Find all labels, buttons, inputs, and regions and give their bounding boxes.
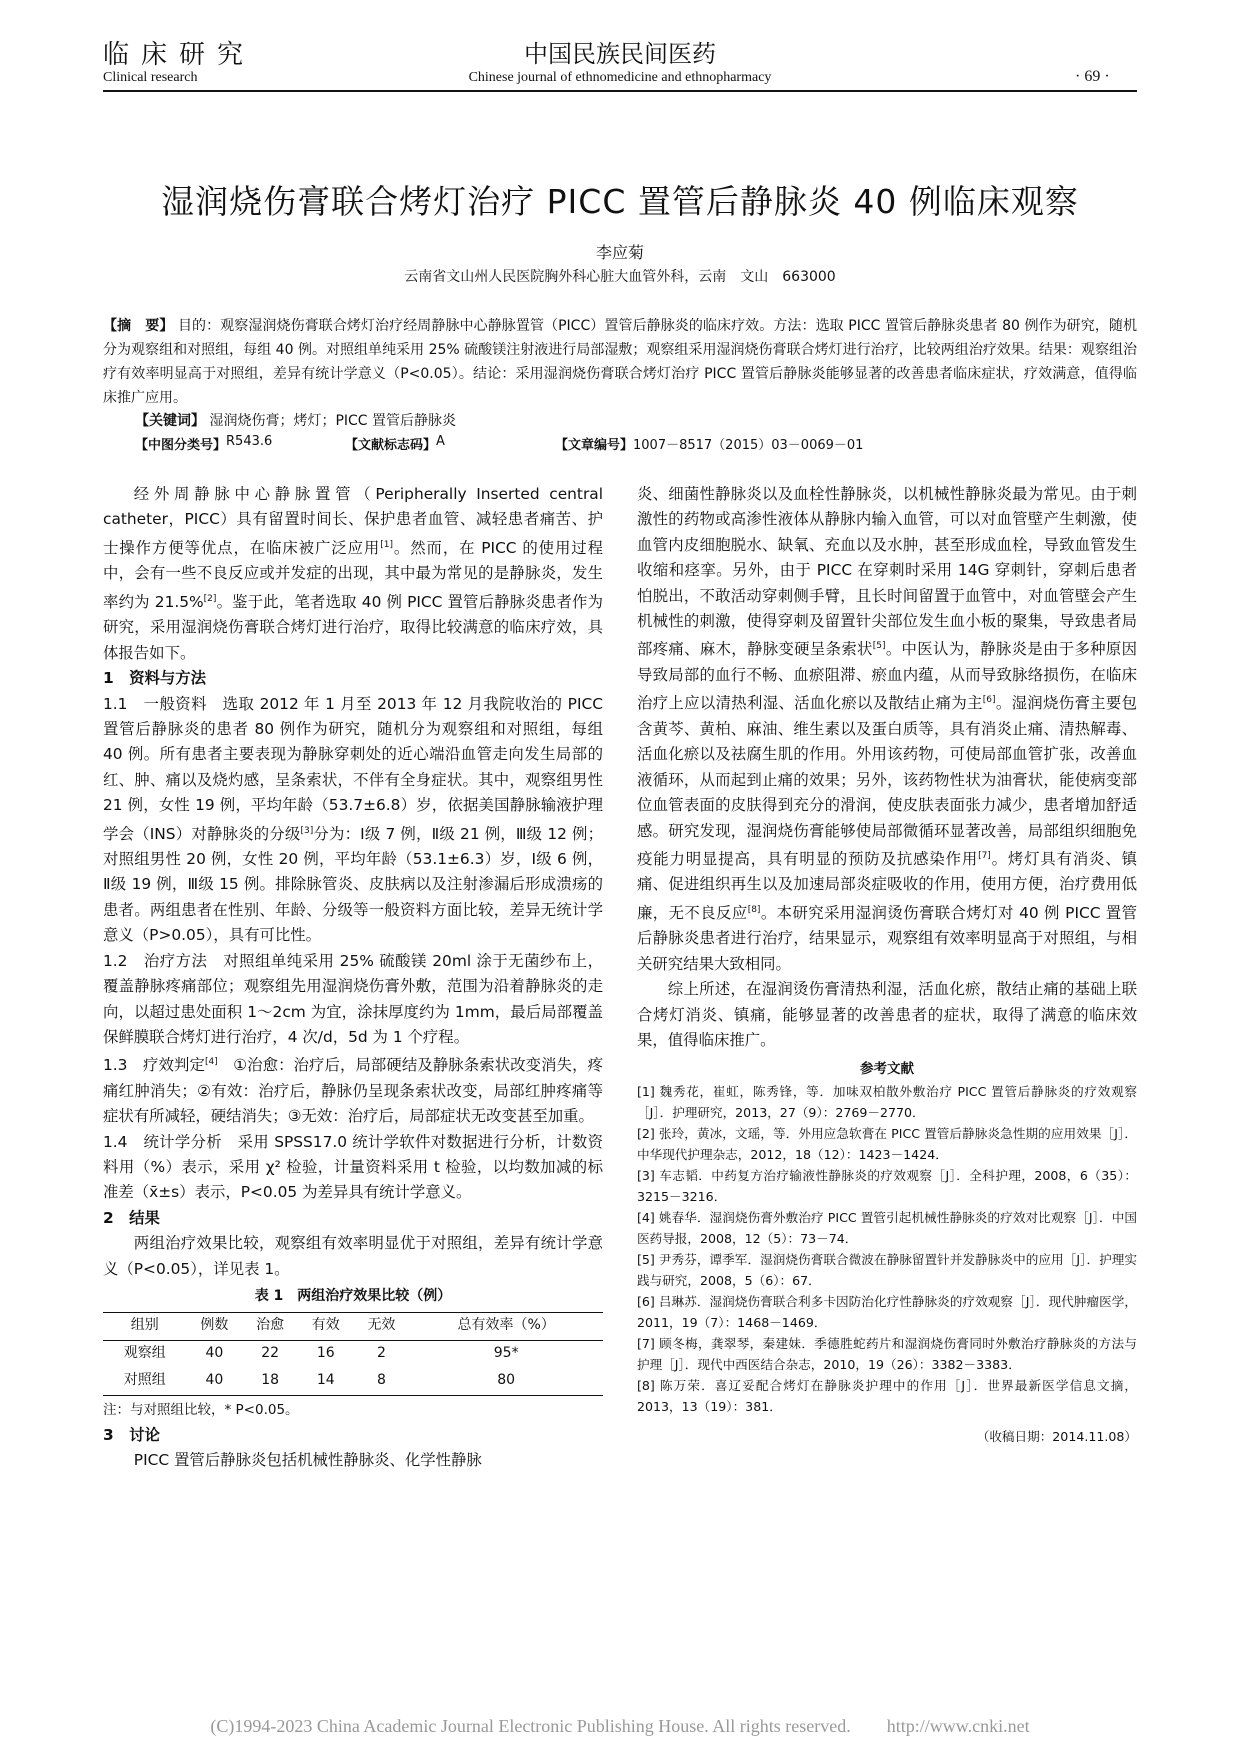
class-label: 【中图分类号】 (135, 438, 227, 453)
section-1-2: 1.2 治疗方法 对照组单纯采用 25% 硫酸镁 20ml 涂于无菌纱布上，覆盖静脉疼痛部位；观察组先用湿润烧伤膏外敷，范围为沿着静脉炎的走向，以超过患处面积 1～2cm 为宜，涂抹厚度约为 1mm，最后局部覆盖保鲜膜联合烤灯进行治疗，4 次/d，5d 为 1 个疗程。 (103, 951, 603, 1046)
table-cell: 80 (497, 1372, 516, 1389)
discussion-start: PICC 置管后静脉炎包括机械性静脉炎、化学性静脉 (133, 1451, 482, 1470)
reference-item: [7] 顾冬梅，龚翠琴，秦建妹．季德胜蛇药片和湿润烧伤膏同时外敷治疗静脉炎的方法与护理［J］．现代中西医结合杂志，2010，19（26）：3382－3383． (637, 1336, 1137, 1373)
table-caption: 表 1 两组治疗效果比较（例） (254, 1288, 452, 1305)
references-heading: 参考文献 (860, 1061, 914, 1078)
table-cell: 18 (261, 1372, 280, 1389)
article-no-value: 1007－8517（2015）03－0069－01 (633, 438, 864, 453)
section-heading-discussion: 3 讨论 (103, 1425, 160, 1444)
page-number: · 69 · (1075, 68, 1110, 85)
intro-paragraph: 经外周静脉中心静脉置管（Peripherally Inserted central catheter，PICC）具有留置时间长、保护患者血管、减轻患者痛苦、护士操作方便等优点，在临床被广泛应用[1]。然而，在 PICC 的使用过程中，会有一些不良反应或并发症的出现，其中最为常见的是静脉炎，发生率约为 21.5%[2]。鉴于此，笔者选取 40 例 PICC 置管后静脉炎患者作为研究，采用湿润烧伤膏联合烤灯进行治疗，取得比较满意的临床疗效，具体报告如下。 (103, 485, 603, 662)
table-header-cell: 无效 (367, 1317, 396, 1334)
table-cell: 8 (377, 1372, 386, 1389)
table-cell: 14 (316, 1372, 335, 1389)
reference-item: [8] 陈万荣．喜辽妥配合烤灯在静脉炎护理中的作用［J］．世界最新医学信息文摘，2013，13（19）：381． (637, 1378, 1137, 1415)
table-header-cell: 组别 (130, 1317, 159, 1334)
citation: [7] (978, 850, 991, 861)
table-header-row (103, 1312, 603, 1340)
citation: [8] (747, 904, 761, 915)
reference-item: [2] 张玲，黄冰，文瑶，等．外用应急软膏在 PICC 置管后静脉炎急性期的应用效果［J］．中华现代护理杂志，2012，18（12）：1423－1424． (637, 1126, 1137, 1163)
table-header-cell: 总有效率（%） (457, 1317, 555, 1334)
citation: [3] (300, 825, 314, 836)
abstract-label: 【摘 要】 (103, 318, 174, 334)
article-author: 李应菊 (595, 243, 644, 262)
table-cell: 16 (316, 1345, 335, 1362)
citation: [1] (380, 539, 393, 550)
section-1-1: 1.1 一般资料 选取 2012 年 1 月至 2013 年 12 月我院收治的 PICC 置管后静脉炎的患者 80 例作为研究，随机分为观察组和对照组，每组 40 例。所有患者主要表现为静脉穿刺处的近心端沿血管走向发生局部的红、肿、痛以及烧灼感，呈条索状，不伴有全身症状。其中，观察组男性 21 例，女性 19 例，平均年龄（53.7±6.8）岁，依据美国静脉输液护理学会（INS）对静脉炎的分级[3]分为：Ⅰ级 7 例，Ⅱ级 21 例，Ⅲ级 12 例；对照组男性 20 例，女性 20 例，平均年龄（53.1±6.3）岁，Ⅰ级 6 例，Ⅱ级 19 例，Ⅲ级 15 例。排除脉管炎、皮肤病以及注射渗漏后形成溃疡的患者。两组患者在性别、年龄、分级等一般资料方面比较，差异无统计学意义（P>0.05），具有可比性。 (103, 694, 603, 945)
reference-item: [4] 姚春华．湿润烧伤膏外敷治疗 PICC 置管引起机械性静脉炎的疗效对比观察［J］．中国医药导报，2008，12（5）：73－74． (637, 1210, 1137, 1247)
table-cell: 2 (377, 1345, 386, 1362)
body-column-right (637, 482, 1137, 1449)
doc-label: 【文献标志码】 (345, 438, 437, 453)
reference-item: [3] 车志韬．中药复方治疗输液性静脉炎的疗效观察［J］．全科护理，2008，6（35）：3215－3216． (637, 1168, 1137, 1205)
table-header-cell: 治愈 (256, 1317, 285, 1334)
table-row (103, 1340, 603, 1368)
section-1-4: 1.4 统计学分析 采用 SPSS17.0 统计学软件对数据进行分析，计数资料用（%）表示，采用 χ² 检验，计量资料采用 t 检验，以均数加减的标准差（x̄±s）表示，P<0.05 为差异具有统计学意义。 (103, 1132, 603, 1202)
table-cell: 95* (493, 1345, 519, 1362)
table-header-cell: 例数 (200, 1317, 229, 1334)
table-header-cell: 有效 (311, 1317, 340, 1334)
table-row (103, 1368, 603, 1396)
section-heading-methods: 1 资料与方法 (103, 669, 207, 688)
running-header-section-en: Clinical research (103, 70, 198, 85)
article-no-label: 【文章编号】 (555, 438, 634, 453)
table-cell: 40 (205, 1345, 224, 1362)
abstract (103, 314, 1137, 410)
running-header-section: 临床研究 (103, 40, 256, 70)
abstract-text: 目的：观察湿润烧伤膏联合烤灯治疗经周静脉中心静脉置管（PICC）置管后静脉炎的临床疗效。方法：选取 PICC 置管后静脉炎患者 80 例作为研究，随机分为观察组和对照组，每组 40 例。对照组单纯采用 25% 硫酸镁注射液进行局部湿敷；观察组采用湿润烧伤膏联合烤灯进行治疗，比较两组治疗效果。结果：观察组治疗有效率明显高于对照组，差异有统计学意义（P<0.05）。结论：采用湿润烧伤膏联合烤灯治疗 PICC 置管后静脉炎能够显著的改善患者临床症状，疗效满意，值得临床推广应用。 (103, 318, 1138, 406)
table-note: 注：与对照组比较，* P<0.05。 (103, 1401, 299, 1418)
keywords-label: 【关键词】 (135, 413, 205, 429)
results-paragraph: 两组治疗效果比较，观察组有效率明显优于对照组，差异有统计学意义（P<0.05），详见表 1。 (103, 1234, 603, 1278)
reference-item: [1] 魏秀花，崔虹，陈秀锋，等．加味双柏散外敷治疗 PICC 置管后静脉炎的疗效观察［J］．护理研究，2013，27（9）：2769－2770． (637, 1084, 1137, 1121)
section-heading-results: 2 结果 (103, 1208, 160, 1227)
journal-name: 中国民族民间医药 (524, 40, 716, 68)
table-body (103, 1340, 603, 1395)
conclusion-paragraph: 综上所述，在湿润烫伤膏清热利湿，活血化瘀，散结止痛的基础上联合烤灯消炎、镇痛，能够显著的改善患者的症状，取得了满意的临床效果，值得临床推广。 (637, 980, 1137, 1050)
table-cell: 40 (205, 1372, 224, 1389)
citation: [2] (203, 593, 217, 604)
journal-name-en: Chinese journal of ethnomedicine and ethnopharmacy (468, 70, 772, 85)
reference-item: [5] 尹秀芬，谭季军．湿润烧伤膏联合微波在静脉留置针并发静脉炎中的应用［J］．护理实践与研究，2008，5（6）：67． (637, 1252, 1137, 1289)
body-column-left (103, 482, 603, 1474)
copyright-footer: (C)1994-2023 China Academic Journal Electronic Publishing House. All rights reserved. http://www.cnki.net (210, 1716, 1030, 1736)
article-title: 湿润烧伤膏联合烤灯治疗 PICC 置管后静脉炎 40 例临床观察 (161, 182, 1079, 221)
article-affiliation: 云南省文山州人民医院胸外科心脏大血管外科，云南 文山 663000 (404, 269, 836, 285)
section-1-3: 1.3 疗效判定[4] ①治愈：治疗后，局部硬结及静脉条索状改变消失，疼痛红肿消失；②有效：治疗后，静脉仍呈现条索状改变，局部红肿疼痛等症状有所减轻，硬结消失；③无效：治疗后，局部症状无改变甚至加重。 (103, 1056, 603, 1126)
header-rule (103, 90, 1137, 92)
received-date: （收稿日期：2014.11.08） (976, 1429, 1137, 1445)
table-cell: 对照组 (123, 1372, 166, 1389)
doc-value: A (436, 434, 445, 449)
reference-item: [6] 吕琳苏．湿润烧伤膏联合利多卡因防治化疗性静脉炎的疗效观察［J］．现代肿瘤医学，2011，19（7）：1468－1469． (637, 1294, 1137, 1331)
table-cell: 观察组 (123, 1345, 166, 1362)
citation: [4] (204, 1057, 218, 1068)
table-cell: 22 (261, 1345, 280, 1362)
keywords-text: 湿润烧伤膏；烤灯；PICC 置管后静脉炎 (209, 413, 457, 429)
results-table (103, 1312, 603, 1396)
discussion-paragraph: 炎、细菌性静脉炎以及血栓性静脉炎，以机械性静脉炎最为常见。由于刺激性的药物或高渗性液体从静脉内输入血管，可以对血管壁产生刺激，使血管内皮细胞脱水、缺氧、充血以及水肿，甚至形成血栓，导致血管发生收缩和痉挛。另外，由于 PICC 在穿刺时采用 14G 穿刺针，穿刺后患者怕脱出，不敢活动穿刺侧手臂，且长时间留置于血管中，对血管壁会产生机械性的刺激，使得穿刺及留置针尖部位发生血小板的聚集，导致患者局部疼痛、麻木，静脉变硬呈条索状[5]。中医认为，静脉炎是由于多种原因导致局部的血行不畅、血瘀阻滞、瘀血内蕴，从而导致脉络损伤，在临床治疗上应以清热利湿、活血化瘀以及散结止痛为主[6]。湿润烧伤膏主要包含黄芩、黄柏、麻油、维生素以及蛋白质等，具有消炎止痛、清热解毒、活血化瘀以及祛腐生肌的作用。外用该药物，可使局部血管扩张，改善血液循环，从而起到止痛的效果；另外，该药物性状为油膏状，能使病变部位血管表面的皮肤得到充分的滑润，使皮肤表面张力减少，患者增加舒适感。研究发现，湿润烧伤膏能够使局部微循环显著改善，局部组织细胞免疫能力明显提高，具有明显的预防及抗感染作用[7]。烤灯具有消炎、镇痛、促进组织再生以及加速局部炎症吸收的作用，使用方便，治疗费用低廉，无不良反应[8]。本研究采用湿润烫伤膏联合烤灯对 40 例 PICC 置管后静脉炎患者进行治疗，结果显示，观察组有效率明显高于对照组，与相关研究结果大致相同。 (637, 485, 1137, 973)
references-list (637, 1081, 1137, 1417)
class-value: R543.6 (226, 434, 273, 449)
citation: [5] (872, 641, 886, 652)
keywords (135, 410, 456, 430)
citation: [6] (982, 695, 996, 706)
